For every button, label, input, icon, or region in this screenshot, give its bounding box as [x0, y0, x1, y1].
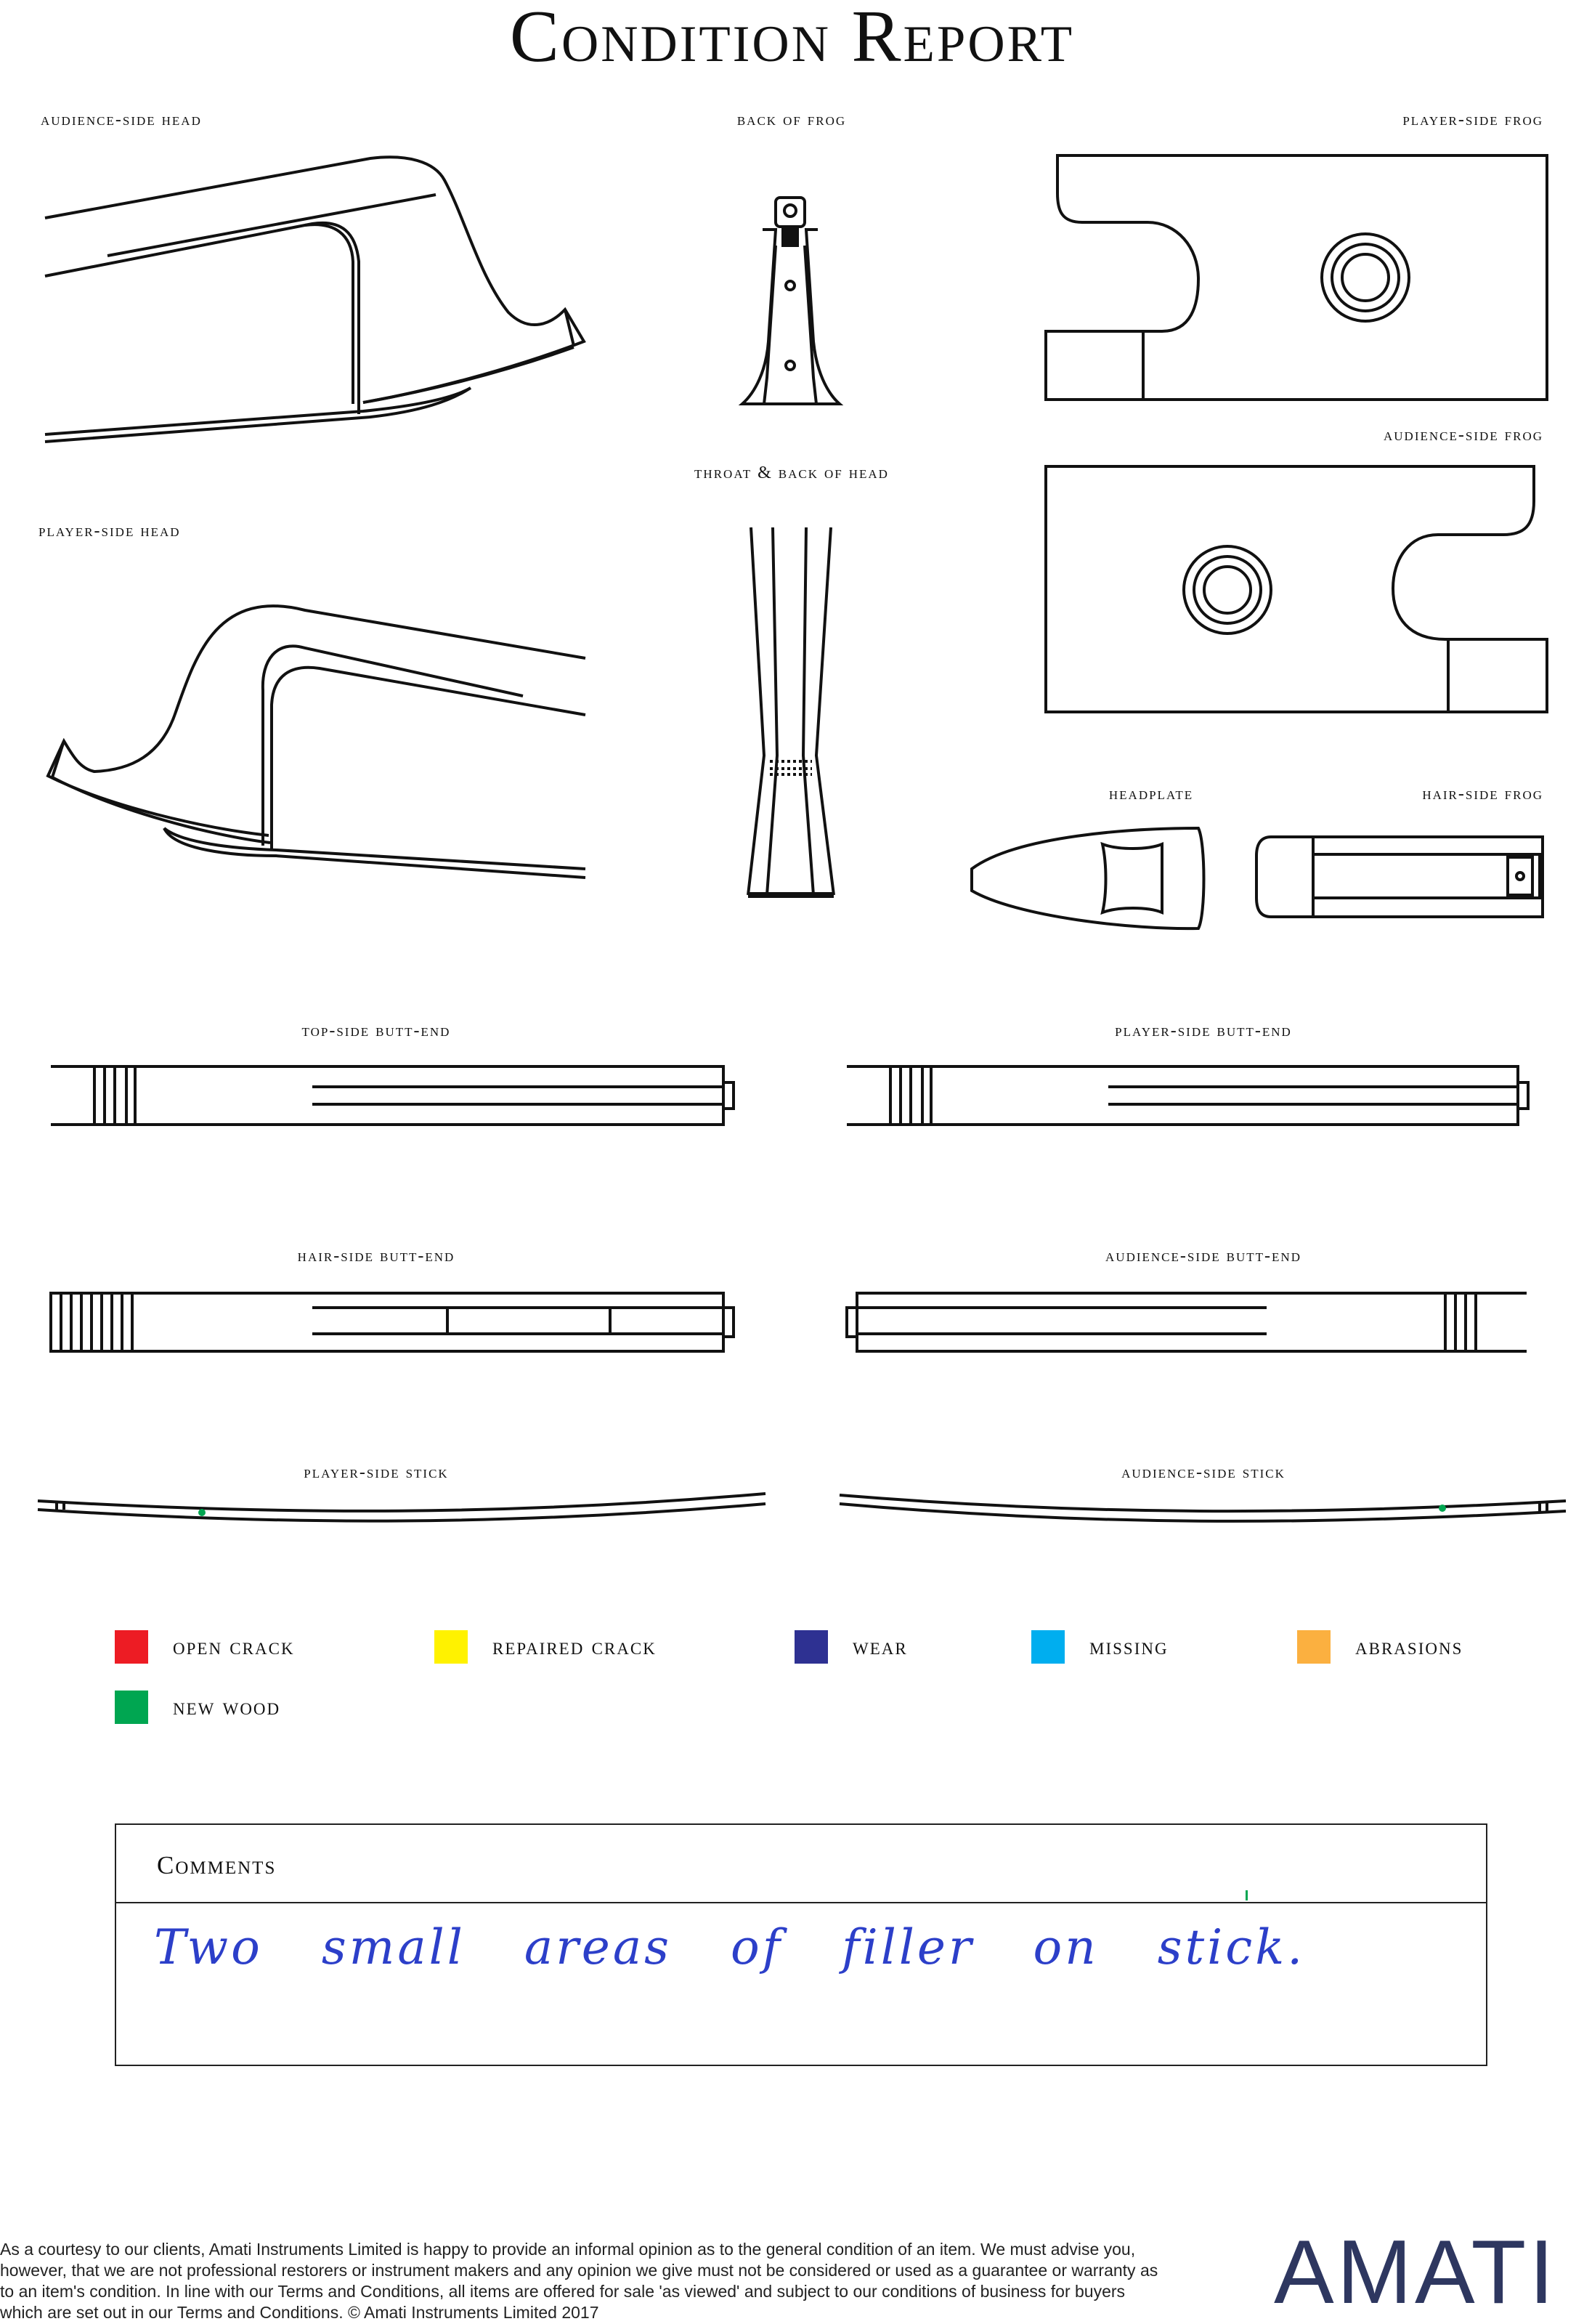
legend-swatch-cyan — [1031, 1630, 1065, 1664]
player-side-butt-end-drawing — [847, 1066, 1528, 1125]
top-side-butt-end-drawing — [51, 1066, 734, 1125]
audience-side-stick-drawing — [840, 1495, 1566, 1521]
headplate-drawing — [972, 828, 1204, 928]
label-audience-side-butt-end: audience-side butt-end — [1105, 1247, 1301, 1266]
label-player-side-head: player-side head — [38, 522, 181, 540]
legend-repaired-crack: repaired crack — [434, 1630, 657, 1664]
comments-box — [115, 1823, 1487, 2066]
green-mark — [1246, 1890, 1248, 1900]
throat-drawing — [748, 527, 834, 895]
legend-swatch-red — [115, 1630, 148, 1664]
label-hair-side-frog: hair-side frog — [1422, 785, 1543, 803]
legend-new-wood: new wood — [115, 1691, 280, 1724]
legend-wear: wear — [795, 1630, 908, 1664]
legend-swatch-orange — [1297, 1630, 1331, 1664]
audience-side-frog-drawing — [1046, 466, 1547, 712]
legend-swatch-navy — [795, 1630, 828, 1664]
label-top-side-butt-end: top-side butt-end — [301, 1021, 451, 1040]
label-player-side-butt-end: player-side butt-end — [1115, 1021, 1292, 1040]
comments-title: Comments — [157, 1851, 277, 1879]
audience-side-butt-end-drawing — [847, 1293, 1527, 1351]
player-side-head-drawing — [48, 606, 585, 878]
label-headplate: headplate — [1108, 785, 1194, 803]
label-audience-side-frog: audience-side frog — [1384, 426, 1543, 445]
label-audience-side-head: audience-side head — [41, 110, 202, 129]
legend-swatch-yellow — [434, 1630, 468, 1664]
hair-side-frog-drawing — [1256, 837, 1543, 917]
label-player-side-frog: player-side frog — [1402, 110, 1543, 129]
label-throat-back-of-head: throat & back of head — [694, 463, 889, 482]
legend-open-crack: open crack — [115, 1630, 295, 1664]
amati-logo: AMATI — [1274, 2222, 1557, 2323]
audience-side-head-drawing — [45, 157, 584, 442]
comments-text: Two small areas of filler on stick. — [154, 1919, 1306, 1975]
hair-side-butt-end-drawing — [51, 1293, 734, 1351]
comments-header — [116, 1825, 1486, 1903]
disclaimer: As a courtesy to our clients, Amati Instruments Limited is happy to provide an informal opinion as to the general condition of an item. We must advise you, however, that we are not professional restorers or instrument makers and any opinion we give must not be considered or used as a guarantee or warranty as to an item's condition. In line with our Terms and Conditions, all items are offered for sale 'as viewed' and subject to our conditions of business for buyers which are set out in our Terms and Conditions. © Amati Instruments Limited 2017 — [0, 2240, 1158, 2322]
label-player-side-stick: player-side stick — [304, 1463, 449, 1482]
back-of-frog-drawing — [742, 198, 840, 404]
label-back-of-frog: back of frog — [736, 110, 847, 129]
page-title: Condition Report — [509, 0, 1075, 78]
legend-missing: missing — [1031, 1630, 1169, 1664]
legend-abrasions: abrasions — [1297, 1630, 1463, 1664]
legend-swatch-green — [115, 1691, 148, 1724]
player-side-frog-drawing — [1046, 155, 1547, 400]
player-side-stick-drawing — [38, 1494, 765, 1521]
label-audience-side-stick: audience-side stick — [1121, 1463, 1286, 1482]
label-hair-side-butt-end: hair-side butt-end — [297, 1247, 455, 1266]
